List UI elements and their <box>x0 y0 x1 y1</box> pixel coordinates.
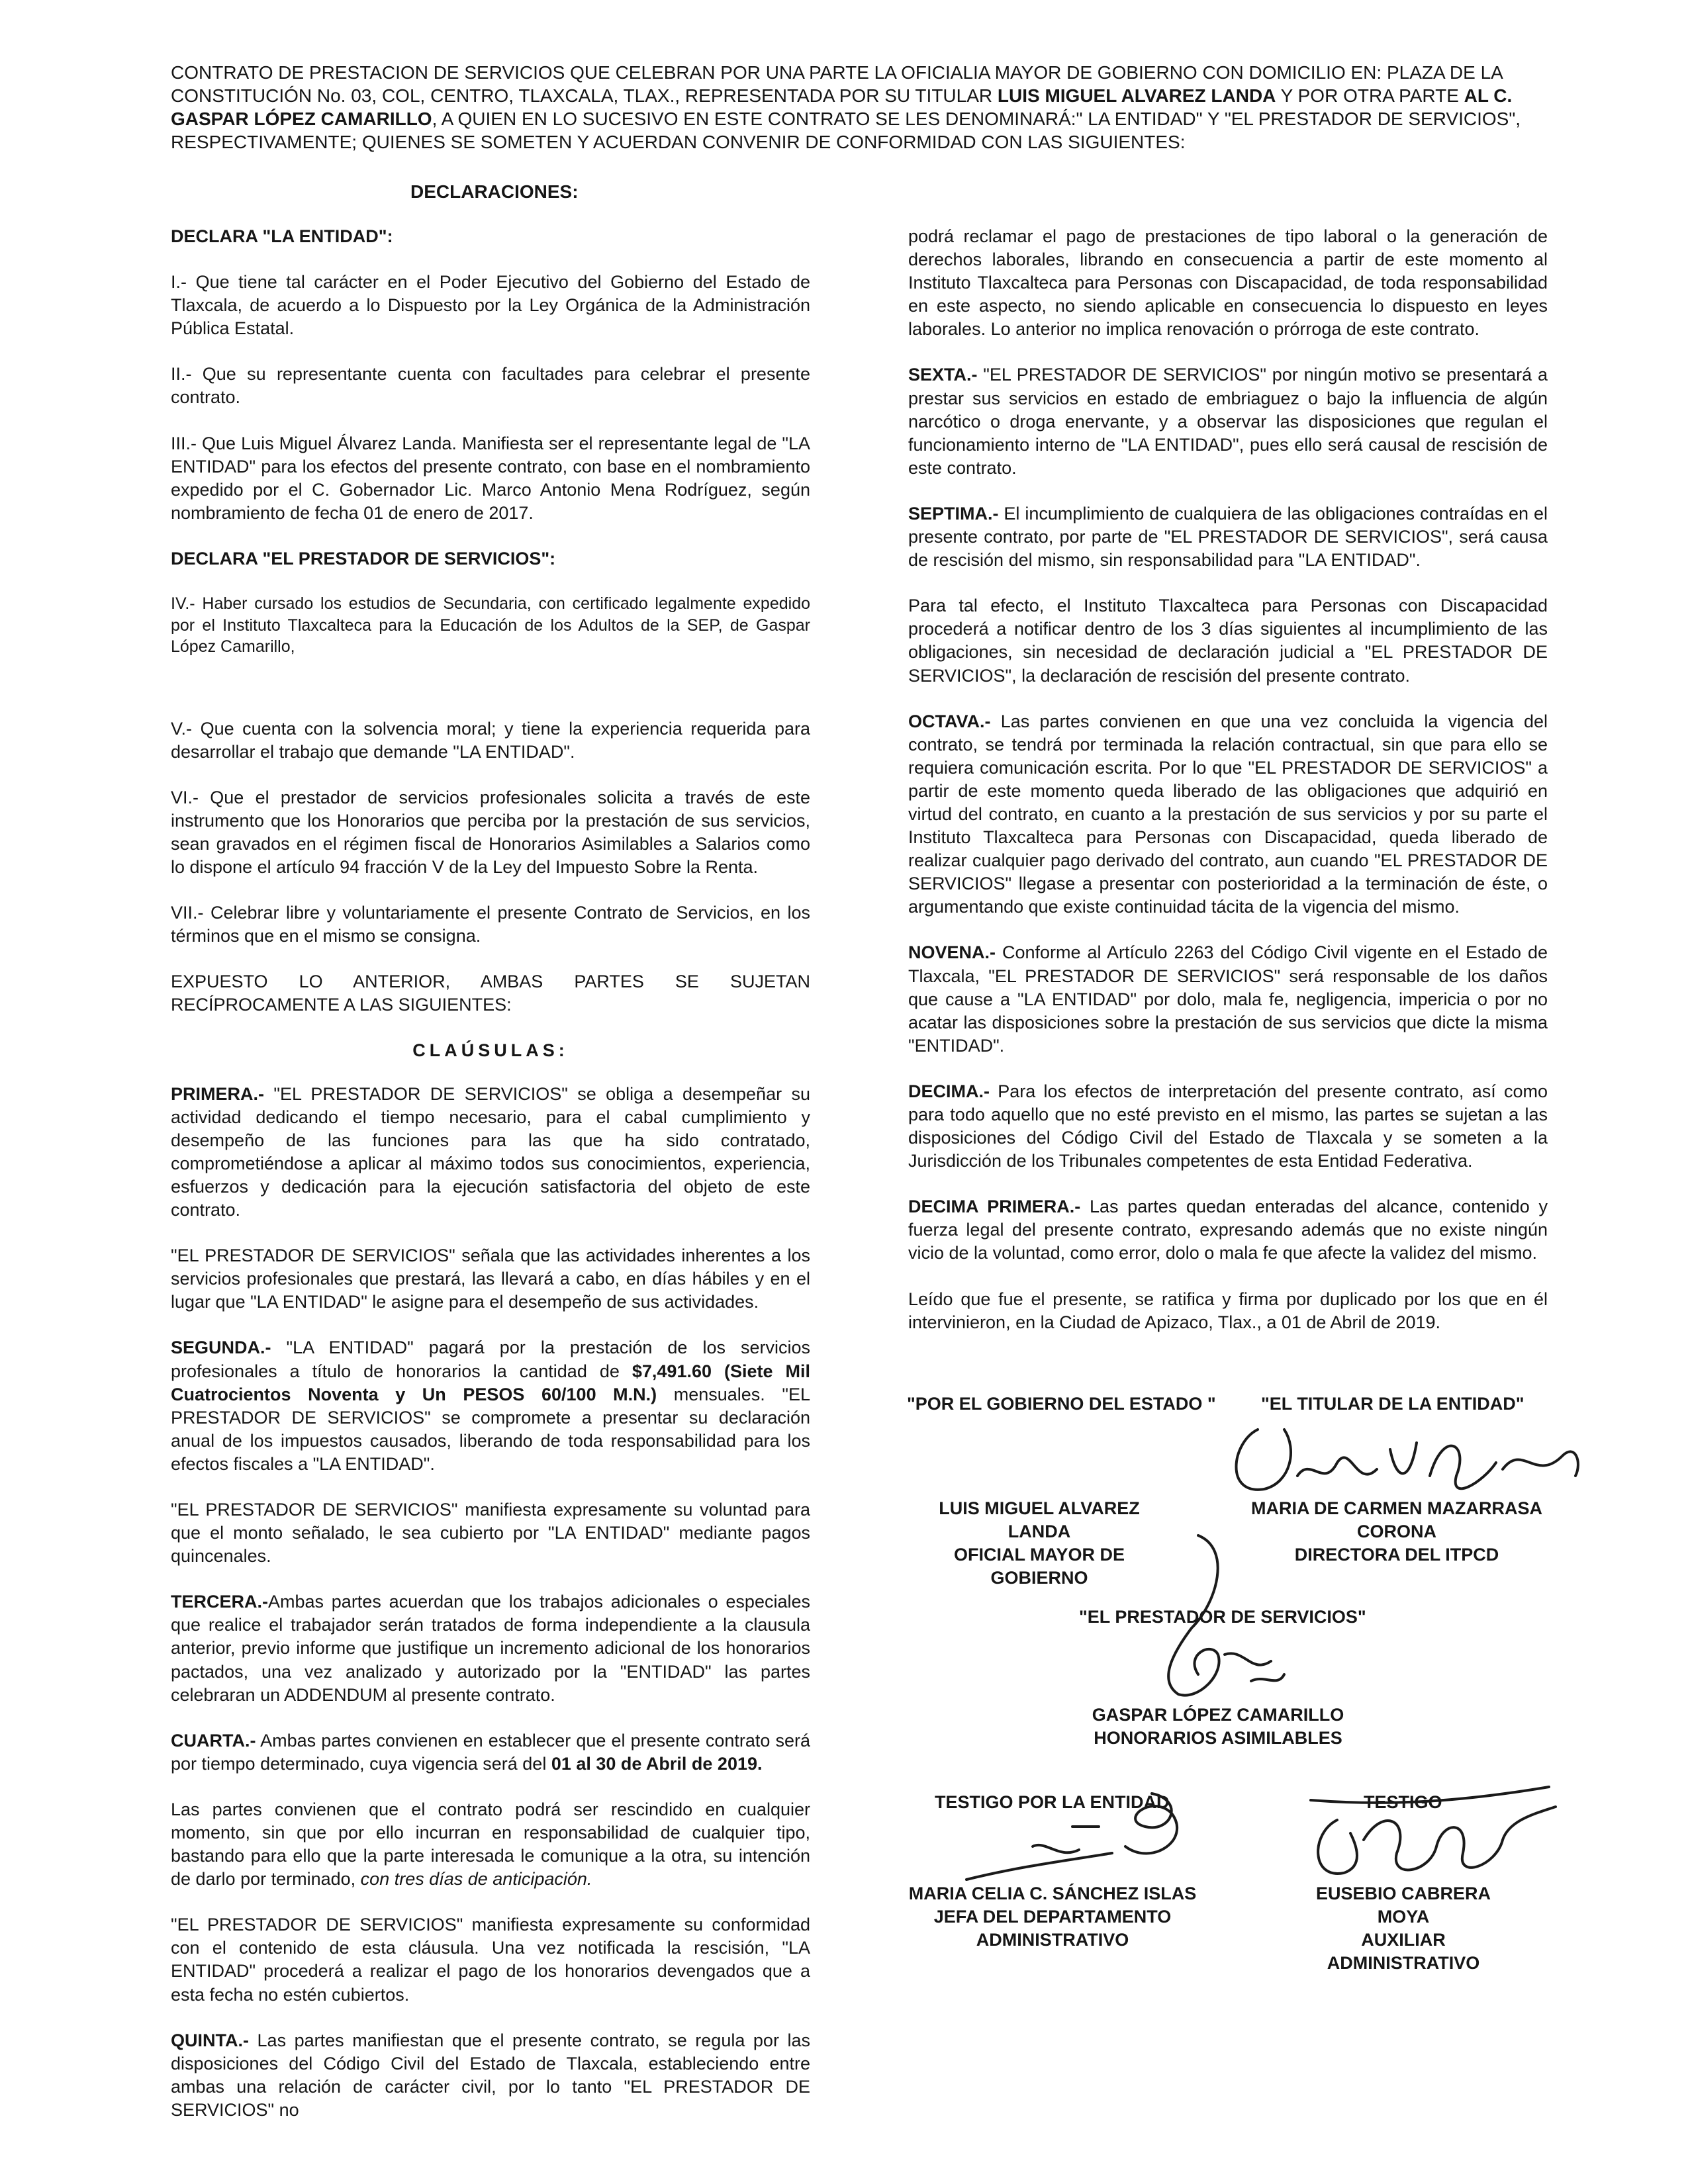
declaracion-v: V.- Que cuenta con la solvencia moral; y tiene la experiencia requerida para desarrollar el trabajo que demande "LA ENTIDAD". <box>171 718 810 762</box>
gobierno-name: LUIS MIGUEL ALVAREZ LANDA <box>939 1498 1140 1542</box>
testigo-entidad-handwritten-signature <box>953 1787 1231 1893</box>
clausula-primera-text: "EL PRESTADOR DE SERVICIOS" se obliga a desempeñar su actividad dedicando el tiempo necesario, para el cabal cumplimiento y desempeño de las funciones para las que ha sido contratado, comprometiéndose a aplicar al máximo todos sus conocimientos, experiencia, esfuerzos y dedicación para la ejecución satisfactoria del objeto de este contrato. <box>171 1083 810 1220</box>
testigo-handwritten-signature <box>1297 1780 1562 1899</box>
clausula-novena-text: Conforme al Artículo 2263 del Código Civil vigente en el Estado de Tlaxcala, "EL PRESTADOR DE SERVICIOS" será responsable de los daños que cause a "LA ENTIDAD" por dolo, mala fe, negligencia, impericia o por no acatar las disposiciones sobre la prestación de sus servicios que dicte la misma "ENTIDAD". <box>908 942 1548 1056</box>
testigo-entidad-role-2: ADMINISTRATIVO <box>976 1930 1129 1950</box>
clausula-sexta-text: "EL PRESTADOR DE SERVICIOS" por ningún motivo se presentará a prestar sus servicios en estado de embriaguez o bajo la influencia de algún narcótico o droga enervante, y a observar las disposiciones que regulan el funcionamiento interno de "LA ENTIDAD", pues ello será causal de rescisión de este contrato. <box>908 365 1548 478</box>
clausula-decima <box>908 1080 1548 1173</box>
title-part-2: Y POR OTRA PARTE <box>1276 85 1464 106</box>
titular-name-2: CORONA <box>1357 1522 1436 1542</box>
titular-handwritten-signature <box>1218 1403 1589 1516</box>
title-part-1: CONTRATO DE PRESTACION DE SERVICIOS QUE CELEBRAN POR UNA PARTE LA OFICIALIA MAYOR DE GOBIERNO CON DOMICILIO EN: PLAZA DE LA CONSTITUCIÓN No. 03, COL, CENTRO, TLAXCALA, TLAX., REPRESENTADA POR SU TITULAR <box>171 62 1503 106</box>
leido-paragraph: Leído que fue el presente, se ratifica y firma por duplicado por los que en él intervinieron, en la Ciudad de Apizaco, Tlax., a 01 de Abril de 2019. <box>908 1289 1548 1332</box>
declara-prestador-heading: DECLARA "EL PRESTADOR DE SERVICIOS": <box>171 548 556 569</box>
clausula-primera-label: PRIMERA.- <box>171 1083 264 1104</box>
clausula-cuarta-c: "EL PRESTADOR DE SERVICIOS" manifiesta expresamente su conformidad con el contenido de esta cláusula. Una vez notificada la rescisión, "LA ENTIDAD" procederá a realizar el pago de los honorarios devengados que a esta fecha no estén cubiertos. <box>171 1915 810 2005</box>
clausula-septima-b: Para tal efecto, el Instituto Tlaxcalteca para Personas con Discapacidad procederá a notificar dentro de los 3 días siguientes al incumplimiento de las obligaciones, sin necesidad de declaración judicial a "EL PRESTADOR DE SERVICIOS", la declaración de rescisión del presente contrato. <box>908 596 1548 686</box>
clausulas-heading: CLAÚSULAS: <box>412 1040 569 1061</box>
clausula-cuarta-dates: 01 al 30 de Abril de 2019. <box>551 1753 763 1774</box>
clausula-decima-label: DECIMA.- <box>908 1081 990 1101</box>
title-part-3: , A QUIEN EN LO SUCESIVO EN ESTE CONTRATO SE LES DENOMINARÁ:" LA ENTIDAD" Y "EL PRESTADOR DE SERVICIOS", RESPECTIVAMENTE; QUIENES SE SOMETEN Y ACUERDAN CONVENIR DE CONFORMIDAD CON LAS SIGUIENTES: <box>171 109 1521 152</box>
declaraciones-heading: DECLARACIONES: <box>410 181 579 202</box>
prestador-heading: "EL PRESTADOR DE SERVICIOS" <box>1079 1607 1366 1627</box>
clausula-cuarta <box>171 1729 810 1776</box>
declaracion-iii: III.- Que Luis Miguel Álvarez Landa. Manifiesta ser el representante legal de "LA ENTIDAD" para los efectos del presente contrato, con base en el nombramiento expedido por el C. Gobernador Lic. Marco Antonio Mena Rodríguez, según nombramiento de fecha 01 de enero de 2017. <box>171 433 810 523</box>
clausula-septima <box>908 502 1548 572</box>
clausula-cuarta-text: Ambas partes convienen en establecer que el presente contrato será por tiempo determinado, cuya vigencia será del <box>171 1730 810 1774</box>
declaracion-i: I.- Que tiene tal carácter en el Poder Ejecutivo del Gobierno del Estado de Tlaxcala, de acuerdo a lo Dispuesto por la Ley Orgánica de la Administración Pública Estatal. <box>171 272 810 339</box>
clausula-tercera-text: Ambas partes acuerdan que los trabajos adicionales o especiales que realice el trabajador serán tratados de forma independiente a la clausula anterior, previo informe que justifique un incremento adicional de los honorarios pactados, una vez analizado y autorizado por la "ENTIDAD" las partes celebraran un ADDENDUM al presente contrato. <box>171 1592 810 1705</box>
prestador-role: HONORARIOS ASIMILABLES <box>1094 1728 1342 1749</box>
testigo-entidad-heading: TESTIGO POR LA ENTIDAD <box>935 1792 1170 1812</box>
declaracion-ii: II.- Que su representante cuenta con facultades para celebrar el presente contrato. <box>171 364 810 408</box>
left-column <box>171 225 810 2144</box>
clausula-cuarta-b <box>171 1798 810 1891</box>
clausula-cuarta-b-italic: con tres días de anticipación. <box>360 1869 592 1889</box>
right-column <box>908 225 1548 1357</box>
clausula-segunda-text-a: "LA ENTIDAD" pagará por la prestación de los servicios profesionales a título de honorarios la cantidad de <box>171 1338 810 1381</box>
clausula-tercera <box>171 1590 810 1706</box>
clausula-quinta-text: Las partes manifiestan que el presente contrato, se regula por las disposiciones del Código Civil del Estado de Tlaxcala, estableciendo entre ambas una relación de carácter civil, por lo tanto "EL PRESTADOR DE SERVICIOS" no <box>171 2030 810 2120</box>
declara-entidad-heading: DECLARA "LA ENTIDAD": <box>171 226 393 246</box>
clausula-octava-text: Las partes convienen en que una vez concluida la vigencia del contrato, se tendrá por terminada la relación contractual, sin que para ello se requiera comunicación escrita. Por lo que "EL PRESTADOR DE SERVICIOS" a partir de este momento queda liberado de las obligaciones que adquirió en virtud del contrato, en cuanto a la prestación de sus servicios y por su parte el Instituto Tlaxcalteca para Personas con Discapacidad, queda liberado de realizar cualquier pago derivado del contrato, aun cuando "EL PRESTADOR DE SERVICIOS" llegase a presentar con posterioridad a la terminación de éste, o argumentando que existe continuidad tácita de la vigencia del mismo. <box>908 711 1548 917</box>
clausula-quinta-continued: podrá reclamar el pago de prestaciones de tipo laboral o la generación de derechos laborales, librando en consecuencia a partir de este momento al Instituto Tlaxcalteca para Personas con Discapacidad, de toda responsabilidad en este aspecto, no siendo aplicable en consecuencia lo dispuesto en leyes laborales. Lo anterior no implica renovación o prórroga de este contrato. <box>908 226 1548 340</box>
titular-heading: "EL TITULAR DE LA ENTIDAD" <box>1261 1394 1524 1414</box>
title-provider-name: AL C. GASPAR LÓPEZ CAMARILLO <box>171 85 1513 129</box>
clausula-quinta-label: QUINTA.- <box>171 2030 249 2050</box>
clausula-primera-b: "EL PRESTADOR DE SERVICIOS" señala que las actividades inherentes a los servicios profesionales que prestará, las llevará a cabo, en días hábiles y en el lugar que "LA ENTIDAD" le asigne para el desempeño de sus actividades. <box>171 1246 810 1312</box>
prestador-name: GASPAR LÓPEZ CAMARILLO <box>1092 1705 1344 1725</box>
clausula-cuarta-label: CUARTA.- <box>171 1730 256 1751</box>
clausula-sexta <box>908 363 1548 479</box>
clausula-decima-primera-label: DECIMA PRIMERA.- <box>908 1197 1081 1217</box>
titular-name: MARIA DE CARMEN MAZARRASA <box>1251 1498 1542 1518</box>
clausula-tercera-label: TERCERA.- <box>171 1592 268 1612</box>
titular-role: DIRECTORA DEL ITPCD <box>1294 1545 1499 1565</box>
title-representative-name: LUIS MIGUEL ALVAREZ LANDA <box>997 85 1276 106</box>
declaracion-vii: VII.- Celebrar libre y voluntariamente el presente Contrato de Servicios, en los términos que en el mismo se consigna. <box>171 903 810 946</box>
declaracion-vi: VI.- Que el prestador de servicios profesionales solicita a través de este instrumento que los Honorarios que perciba por la prestación de sus servicios, sean gravados en el régimen fiscal de Honorarios Asimilables a Salarios como lo dispone el artículo 94 fracción V de la Ley del Impuesto Sobre la Renta. <box>171 787 810 877</box>
clausula-novena-label: NOVENA.- <box>908 942 996 963</box>
clausula-segunda-label: SEGUNDA.- <box>171 1338 271 1358</box>
expuesto-paragraph: EXPUESTO LO ANTERIOR, AMBAS PARTES SE SUJETAN RECÍPROCAMENTE A LAS SIGUIENTES: <box>171 972 810 1015</box>
testigo-role: AUXILIAR ADMINISTRATIVO <box>1327 1930 1480 1974</box>
clausula-septima-text: El incumplimiento de cualquiera de las obligaciones contraídas en el presente contrato, por parte de "EL PRESTADOR DE SERVICIOS", será causa de rescisión del mismo, sin responsabilidad para "LA ENTIDAD". <box>908 503 1548 570</box>
clausula-novena <box>908 941 1548 1057</box>
clausula-primera <box>171 1083 810 1222</box>
clausula-decima-primera <box>908 1195 1548 1265</box>
clausula-segunda-c: "EL PRESTADOR DE SERVICIOS" manifiesta expresamente su voluntad para que el monto señalado, le sea cubierto por "LA ENTIDAD" mediante pagos quincenales. <box>171 1499 810 1567</box>
clausula-sexta-label: SEXTA.- <box>908 365 978 385</box>
clausula-decima-text: Para los efectos de interpretación del presente contrato, así como para todo aquello que no esté previsto en el mismo, las partes se sujetan a las disposiciones del Código Civil del Estado de Tlaxcala y se someten a la Jurisdicción de los Tribunales competentes de esta Entidad Federativa. <box>908 1081 1548 1171</box>
declaracion-iv: IV.- Haber cursado los estudios de Secundaria, con certificado legalmente expedido por el Instituto Tlaxcalteca para la Educación de los Adultos de la SEP, de Gaspar López Camarillo, <box>171 594 810 657</box>
prestador-handwritten-signature <box>1119 1522 1291 1721</box>
clausula-septima-label: SEPTIMA.- <box>908 503 999 523</box>
testigo-name: EUSEBIO CABRERA MOYA <box>1315 1884 1491 1927</box>
clausula-segunda <box>171 1336 810 1476</box>
clausula-octava-label: OCTAVA.- <box>908 711 991 731</box>
gobierno-heading: "POR EL GOBIERNO DEL ESTADO " <box>907 1394 1216 1414</box>
gobierno-role: OFICIAL MAYOR DE GOBIERNO <box>953 1545 1125 1588</box>
testigo-entidad-role-1: JEFA DEL DEPARTAMENTO <box>933 1907 1172 1927</box>
clausula-quinta <box>171 2029 810 2122</box>
clausula-decima-primera-text: Las partes quedan enteradas del alcance, contenido y fuerza legal del presente contrato, expresando además que no existe ningún vicio de la voluntad, como error, dolo o mala fe que afecte la validez del mismo. <box>908 1197 1548 1263</box>
testigo-entidad-name: MARIA CELIA C. SÁNCHEZ ISLAS <box>908 1884 1197 1903</box>
contract-title <box>171 61 1534 154</box>
clausula-octava <box>908 710 1548 919</box>
testigo-heading: TESTIGO <box>1364 1792 1442 1812</box>
clausula-segunda-text-b: mensuales. "EL PRESTADOR DE SERVICIOS" se compromete a presentar su declaración anual de los impuestos causados, liberando de toda responsabilidad para los efectos fiscales a "LA ENTIDAD". <box>171 1384 811 1474</box>
blank-space <box>171 680 810 717</box>
clausula-segunda-amount: $7,491.60 (Siete Mil Cuatrocientos Noventa y Un PESOS 60/100 M.N.) <box>171 1361 811 1404</box>
clausula-cuarta-b-text: Las partes convienen que el contrato podrá ser rescindido en cualquier momento, sin que por ello incurran en responsabilidad de cualquier tipo, bastando para ello que la parte interesada le comunique a la otra, su intención de darlo por terminado, <box>171 1799 810 1889</box>
